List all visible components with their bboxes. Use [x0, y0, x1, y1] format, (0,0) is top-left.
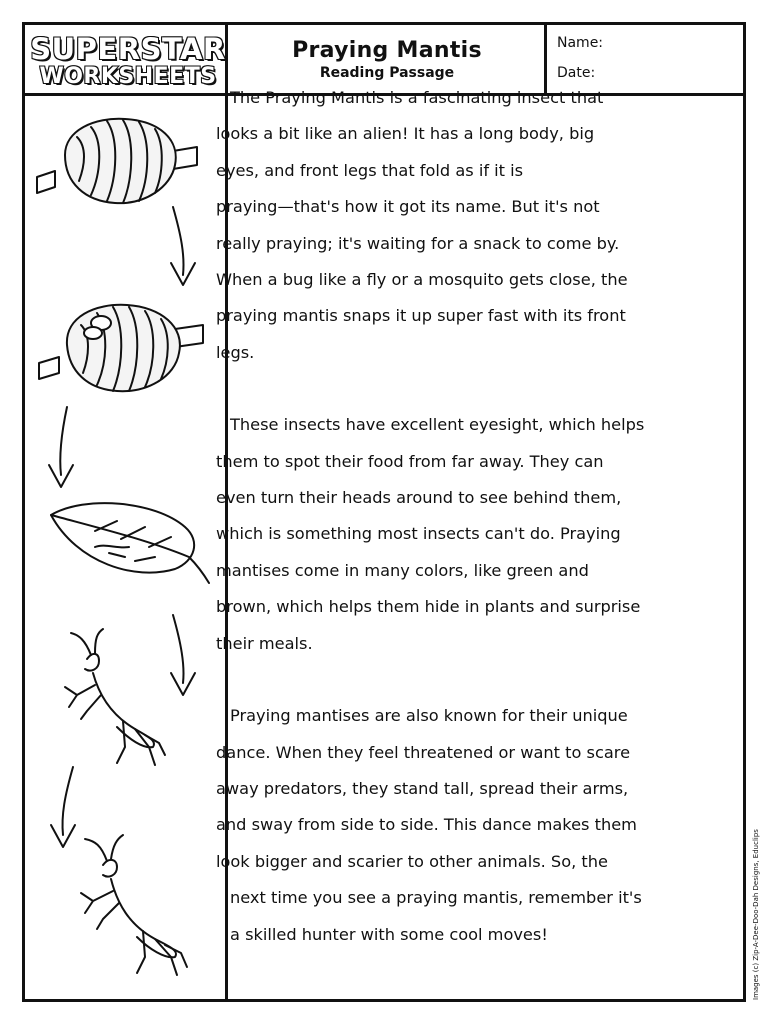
passage-line: next time you see a praying mantis, remember it's	[230, 888, 642, 908]
passage-line: brown, which helps them hide in plants and surprise	[216, 597, 641, 617]
logo-line-1: SUPERSTAR	[30, 31, 226, 66]
name-field-label[interactable]: Name:	[557, 35, 604, 51]
life-cycle-illustration	[25, 95, 215, 995]
passage-line: even turn their heads around to see behind them,	[216, 488, 622, 508]
passage-line: These insects have excellent eyesight, which helps	[230, 415, 645, 435]
mantis-icon	[65, 629, 165, 765]
date-field-label[interactable]: Date:	[557, 65, 596, 81]
arrow-down-icon	[51, 767, 75, 847]
passage-line: looks a bit like an alien! It has a long body, big	[216, 124, 595, 144]
passage-line: eyes, and front legs that fold as if it is	[216, 160, 524, 180]
leaf-nymphs-icon	[51, 503, 209, 583]
paragraph-1	[216, 80, 716, 371]
passage-line: legs.	[216, 342, 255, 362]
passage-line: them to spot their food from far away. They can	[216, 451, 604, 471]
passage-line: their meals.	[216, 633, 313, 653]
passage-line: The Praying Mantis is a fascinating insect that	[230, 88, 604, 107]
passage-line: When a bug like a fly or a mosquito gets close, the	[216, 270, 628, 290]
page-title: Praying Mantis	[292, 37, 482, 63]
image-credit: Images (c) Zip-A-Dee-Doo-Dah Designs, Educlips	[752, 829, 760, 1000]
arrow-down-icon	[171, 207, 195, 285]
arrow-down-icon	[171, 615, 195, 695]
passage-line: really praying; it's waiting for a snack to come by.	[216, 233, 620, 253]
passage-line: look bigger and scarier to other animals. So, the	[216, 851, 608, 871]
arrow-down-icon	[49, 407, 73, 487]
passage-line: praying—that's how it got its name. But it's not	[216, 197, 600, 217]
paragraph-3	[216, 698, 716, 953]
egg-case-icon	[37, 119, 197, 203]
reading-passage	[216, 80, 716, 989]
passage-line: mantises come in many colors, like green and	[216, 560, 589, 580]
passage-line: Praying mantises are also known for their unique	[230, 706, 628, 726]
passage-line: a skilled hunter with some cool moves!	[230, 924, 548, 944]
hatching-egg-case-icon	[39, 305, 203, 391]
passage-line: praying mantis snaps it up super fast with its front	[216, 306, 626, 326]
mantis-icon	[81, 835, 187, 975]
passage-line: which is something most insects can't do. Praying	[216, 524, 621, 544]
logo-line-2: WORKSHEETS	[39, 63, 217, 89]
page-subtitle: Reading Passage	[319, 64, 455, 81]
paragraph-2	[216, 407, 716, 662]
passage-line: dance. When they feel threatened or want to scare	[216, 742, 631, 762]
passage-line: away predators, they stand tall, spread their arms,	[216, 778, 629, 798]
logo	[31, 31, 225, 91]
passage-line: and sway from side to side. This dance makes them	[216, 815, 637, 835]
